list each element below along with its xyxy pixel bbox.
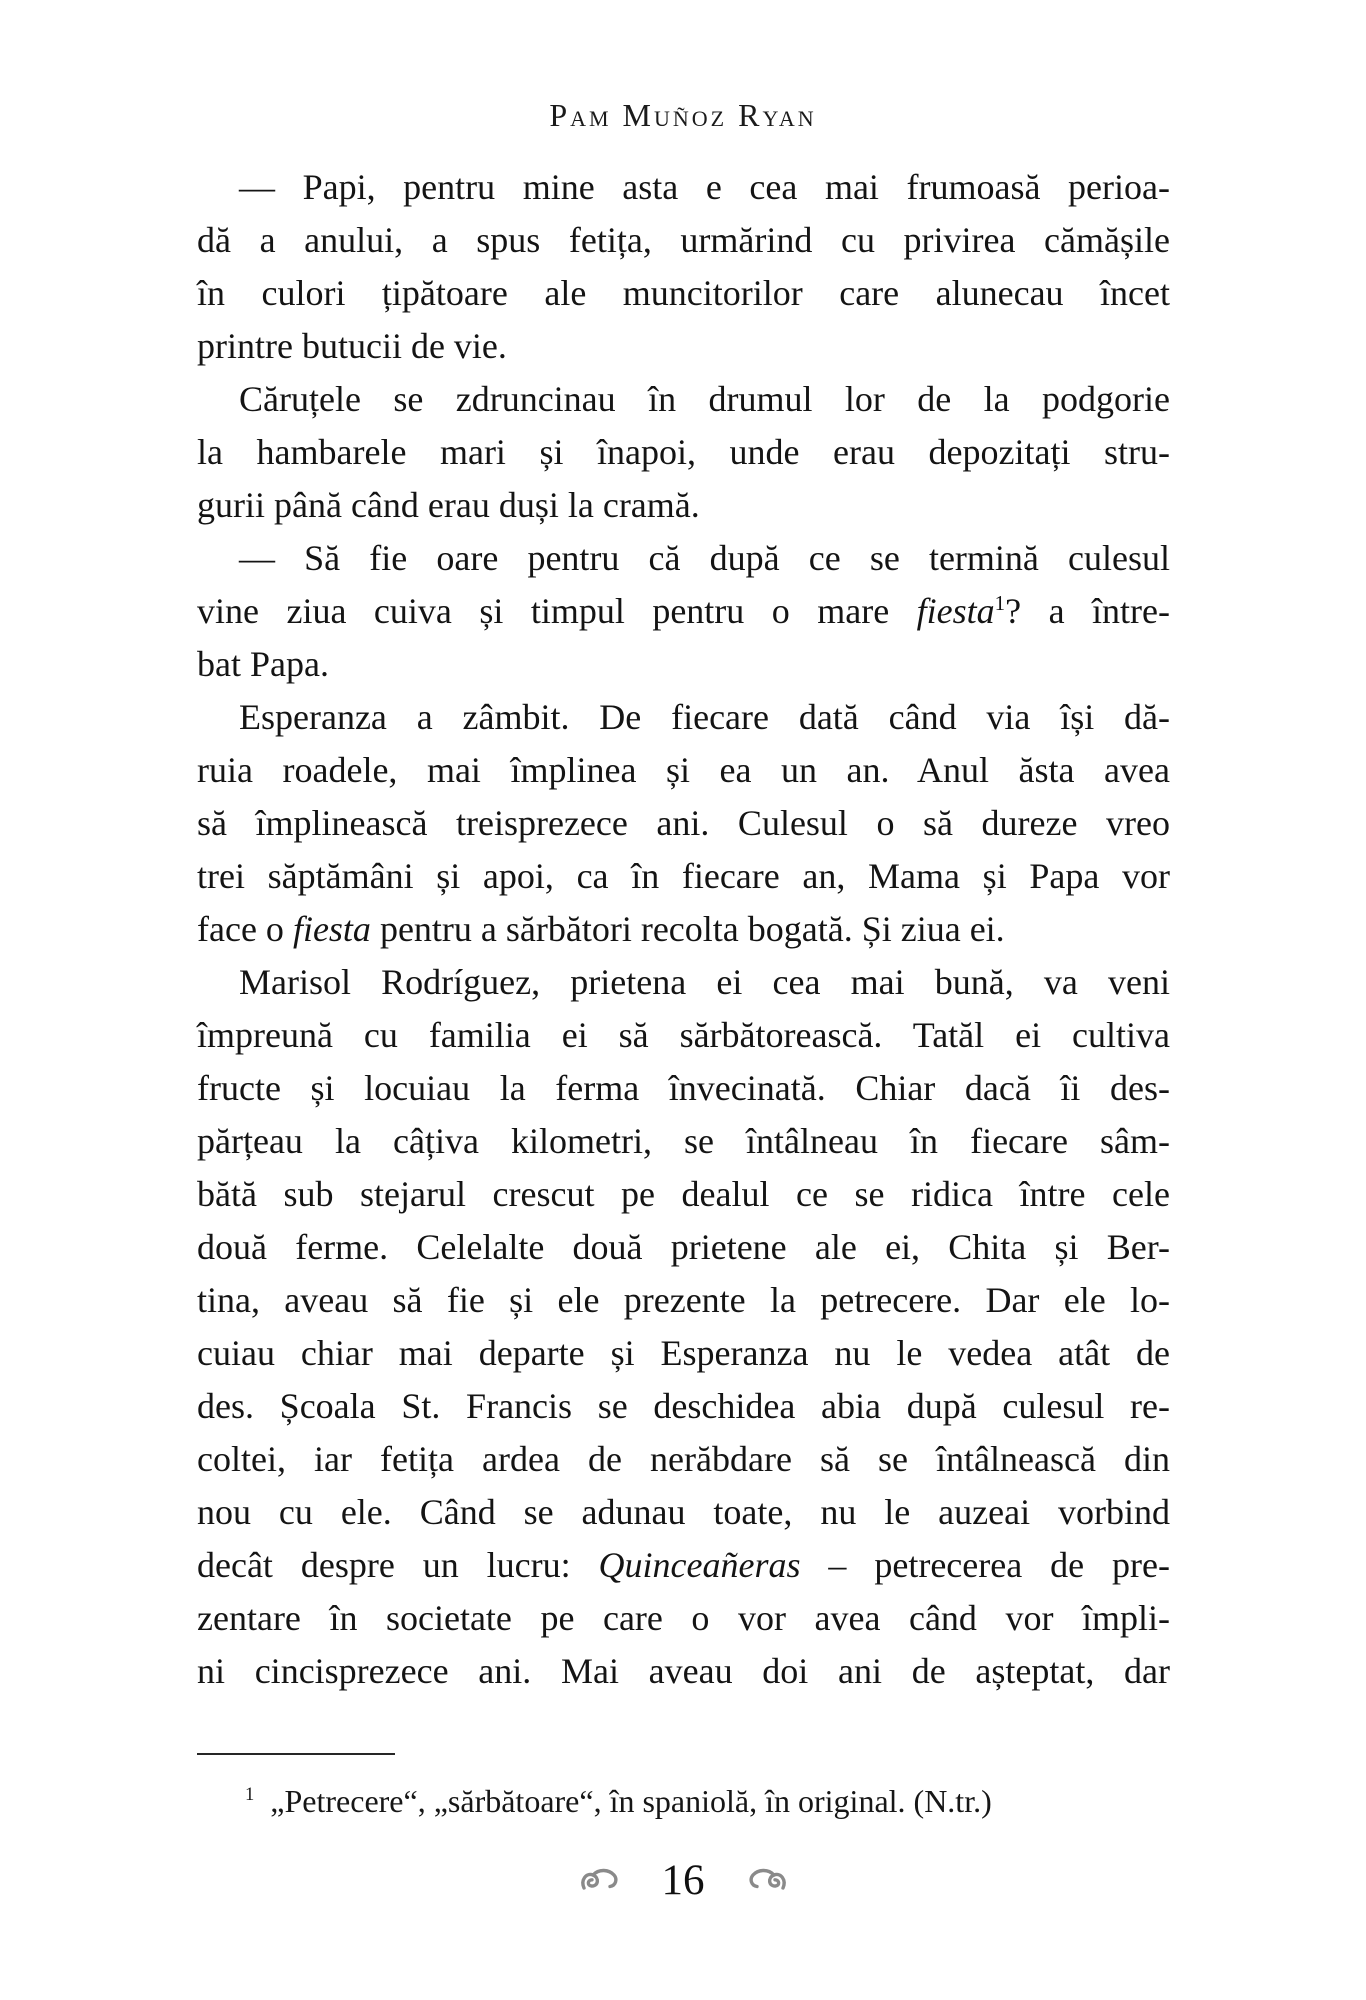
text-line: Căruțele se zdruncinau în drumul lor de la podgorie [239,379,1170,419]
footnote-reference: 1 [994,591,1006,615]
text-line: printre butucii de vie. [197,326,507,366]
text-line: împreună cu familia ei să sărbătorească. Tatăl ei cultiva [197,1015,1170,1055]
text-line: două ferme. Celelalte două prietene ale ei, Chita și Ber- [197,1227,1170,1267]
text-line: coltei, iar fetița ardea de nerăbdare să se întâlnească din [197,1439,1170,1479]
text-line: bătă sub stejarul crescut pe dealul ce se ridica între cele [197,1174,1170,1214]
author-running-head: Pam Muñoz Ryan [549,97,817,133]
left-flourish-icon [578,1867,624,1895]
italic-term: fiesta [292,909,371,949]
text-line: gurii până când erau duși la cramă. [197,485,700,525]
text-line: tina, aveau să fie și ele prezente la petrecere. Dar ele lo- [197,1280,1170,1320]
footnote-text: „Petrecere“, „sărbătoare“, în spaniolă, în original. (N.tr.) [270,1783,992,1819]
footnote [197,1780,1170,1822]
text-line: fructe și locuiau la ferma învecinată. Chiar dacă îi des- [197,1068,1170,1108]
italic-term: fiesta [916,591,995,631]
footnote-divider [197,1753,395,1755]
page-footer [0,1856,1366,1905]
text-line: cuiau chiar mai departe și Esperanza nu le vedea atât de [197,1333,1170,1373]
text-line: face o fiesta pentru a sărbători recolta bogată. Și ziua ei. [197,909,1005,949]
text-line: părțeau la câțiva kilometri, se întâlneau în fiecare sâm- [197,1121,1170,1161]
body-text [197,161,1170,1698]
text-line: vine ziua cuiva și timpul pentru o mare fiesta$^1$? a între- [197,591,1170,631]
text-line: Marisol Rodríguez, prietena ei cea mai bună, va veni [239,962,1170,1002]
text-line: să împlinească treisprezece ani. Culesul o să dureze vreo [197,803,1170,843]
text-line: zentare în societate pe care o vor avea când vor împli- [197,1598,1170,1638]
text-line: ni cincisprezece ani. Mai aveau doi ani de așteptat, dar [197,1651,1170,1691]
page-number: 16 [661,1857,705,1904]
text-line: — Papi, pentru mine asta e cea mai frumoasă perioa- [239,167,1170,207]
text-line: decât despre un lucru: Quinceañeras – petrecerea de pre- [197,1545,1170,1585]
text-line: nou cu ele. Când se adunau toate, nu le auzeai vorbind [197,1492,1170,1532]
text-line: des. Școala St. Francis se deschidea abia după culesul re- [197,1386,1170,1426]
right-flourish-icon [743,1867,789,1895]
text-line: ruia roadele, mai împlinea și ea un an. Anul ăsta avea [197,750,1170,790]
footnote-marker: 1 [245,1784,255,1806]
text-line: dă a anului, a spus fetița, urmărind cu privirea cămășile [197,220,1170,260]
text-line: trei săptămâni și apoi, ca în fiecare an, Mama și Papa vor [197,856,1170,896]
text-line: — Să fie oare pentru că după ce se termină culesul [239,538,1170,578]
text-line: Esperanza a zâmbit. De fiecare dată când via își dă- [239,697,1170,737]
text-line: bat Papa. [197,644,329,684]
text-line: la hambarele mari și înapoi, unde erau depozitați stru- [197,432,1170,472]
text-line: în culori țipătoare ale muncitorilor care alunecau încet [197,273,1170,313]
italic-term: Quinceañeras [598,1545,801,1585]
